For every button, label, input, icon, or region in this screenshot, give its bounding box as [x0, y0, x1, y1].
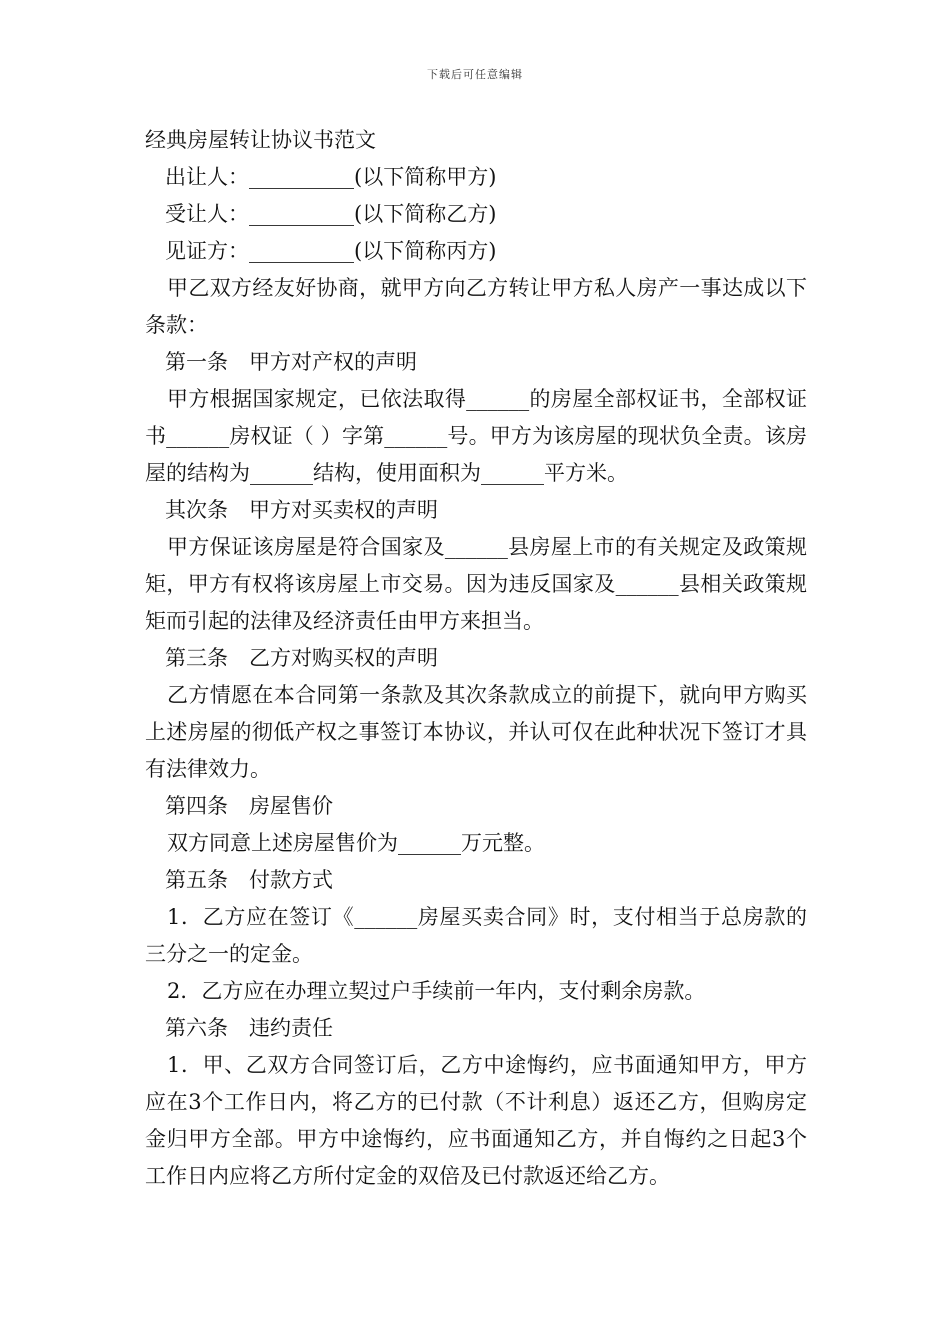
article-3-body: 乙方情愿在本合同第一条款及其次条款成立的前提下，就向甲方购买上述房屋的彻低产权之事签订本协议，并认可仅在此种状况下签订才具有法律效力。 — [145, 683, 807, 781]
article-6-title: 第六条 违约责任 — [165, 1016, 333, 1040]
page-header-note: 下载后可任意编辑 — [427, 68, 523, 81]
article-5-item-1: 1．乙方应在签订《______房屋买卖合同》时，支付相当于总房款的三分之一的定金。 — [145, 905, 807, 966]
article-4-title: 第四条 房屋售价 — [165, 794, 333, 818]
document-body — [145, 122, 807, 1195]
article-6-item-1: 1．甲、乙双方合同签订后，乙方中途悔约，应书面通知甲方，甲方应在3个工作日内，将乙方的已付款（不计利息）返还乙方，但购房定金归甲方全部。甲方中途悔约，应书面通知乙方，并自悔约之日起3个工作日内应将乙方所付定金的双倍及已付款返还给乙方。 — [145, 1053, 807, 1188]
party-transferee: 受让人：__________(以下简称乙方) — [165, 202, 497, 226]
article-4-body: 双方同意上述房屋售价为______万元整。 — [167, 831, 545, 855]
article-5-item-2: 2．乙方应在办理立契过户手续前一年内，支付剩余房款。 — [167, 979, 706, 1003]
article-1-title: 第一条 甲方对产权的声明 — [165, 350, 417, 374]
article-5-title: 第五条 付款方式 — [165, 868, 333, 892]
intro-paragraph: 甲乙双方经友好协商，就甲方向乙方转让甲方私人房产一事达成以下条款： — [145, 276, 807, 337]
party-transferor: 出让人：__________(以下简称甲方) — [165, 165, 497, 189]
article-3-title: 第三条 乙方对购买权的声明 — [165, 646, 438, 670]
article-2-title: 其次条 甲方对买卖权的声明 — [165, 498, 438, 522]
article-1-body: 甲方根据国家规定，已依法取得______的房屋全部权证书，全部权证书______房权证（ ）字第______号。甲方为该房屋的现状负全责。该房屋的结构为______结构，使用面积为______平方米。 — [145, 387, 807, 485]
party-witness: 见证方：__________(以下简称丙方) — [165, 239, 497, 263]
article-2-body: 甲方保证该房屋是符合国家及______县房屋上市的有关规定及政策规矩，甲方有权将该房屋上市交易。因为违反国家及______县相关政策规矩而引起的法律及经济责任由甲方来担当。 — [145, 535, 807, 633]
document-title: 经典房屋转让协议书范文 — [145, 128, 376, 152]
